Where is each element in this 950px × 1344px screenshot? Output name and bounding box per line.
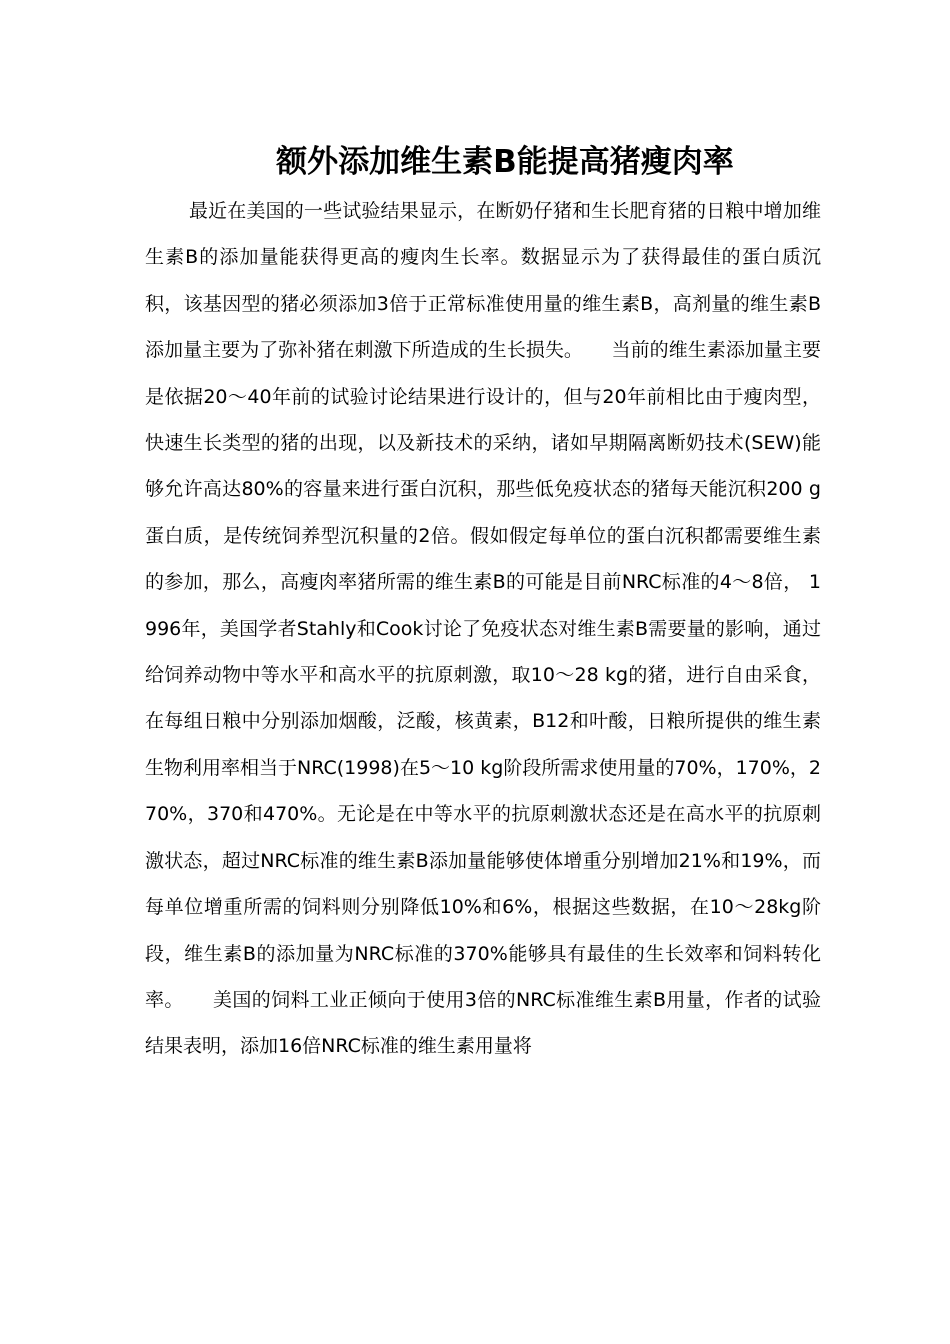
document-title: 额外添加维生素B能提高猪瘦肉率 [276, 143, 734, 180]
body-paragraph: 最近在美国的一些试验结果显示，在断奶仔猪和生长肥育猪的日粮中增加维生素B的添加量能获得更高的瘦肉生长率。数据显示为了获得最佳的蛋白质沉积，该基因型的猪必须添加3倍于正常标准使用量的维生素B，高剂量的维生素B添加量主要为了弥补猪在刺激下所造成的生长损失。 当前的维生素添加量主要是依据20～40年前的试验讨论结果进行设计的，但与20年前相比由于瘦肉型，快速生长类型的猪的出现，以及新技术的采纳，诸如早期隔离断奶技术(SEW)能够允许高达80%的容量来进行蛋白沉积，那些低免疫状态的猪每天能沉积200 g蛋白质，是传统饲养型沉积量的2倍。假如假定每单位的蛋白沉积都需要维生素的参加，那么，高瘦肉率猪所需的维生素B的可能是目前NRC标准的4～8倍， 1996年，美国学者Stahly和Cook讨论了免疫状态对维生素B需要量的影响，通过给饲养动物中等水平和高水平的抗原刺激，取10～28 kg的猪，进行自由采食，在每组日粮中分别添加烟酸，泛酸，核黄素，B12和叶酸，日粮所提供的维生素生物利用率相当于NRC(1998)在5～10 kg阶段所需求使用量的70%，170%，270%，370和470%。无论是在中等水平的抗原刺激状态还是在高水平的抗原刺激状态，超过NRC标准的维生素B添加量能够使体增重分别增加21%和19%，而每单位增重所需的饲料则分别降低10%和6%，根据这些数据，在10～28kg阶段，维生素B的添加量为NRC标准的370%能够具有最佳的生长效率和饲料转化率。 美国的饲料工业正倾向于使用3倍的NRC标准维生素B用量，作者的试验结果表明，添加16倍NRC标准的维生素用量将 [145, 200, 821, 1058]
